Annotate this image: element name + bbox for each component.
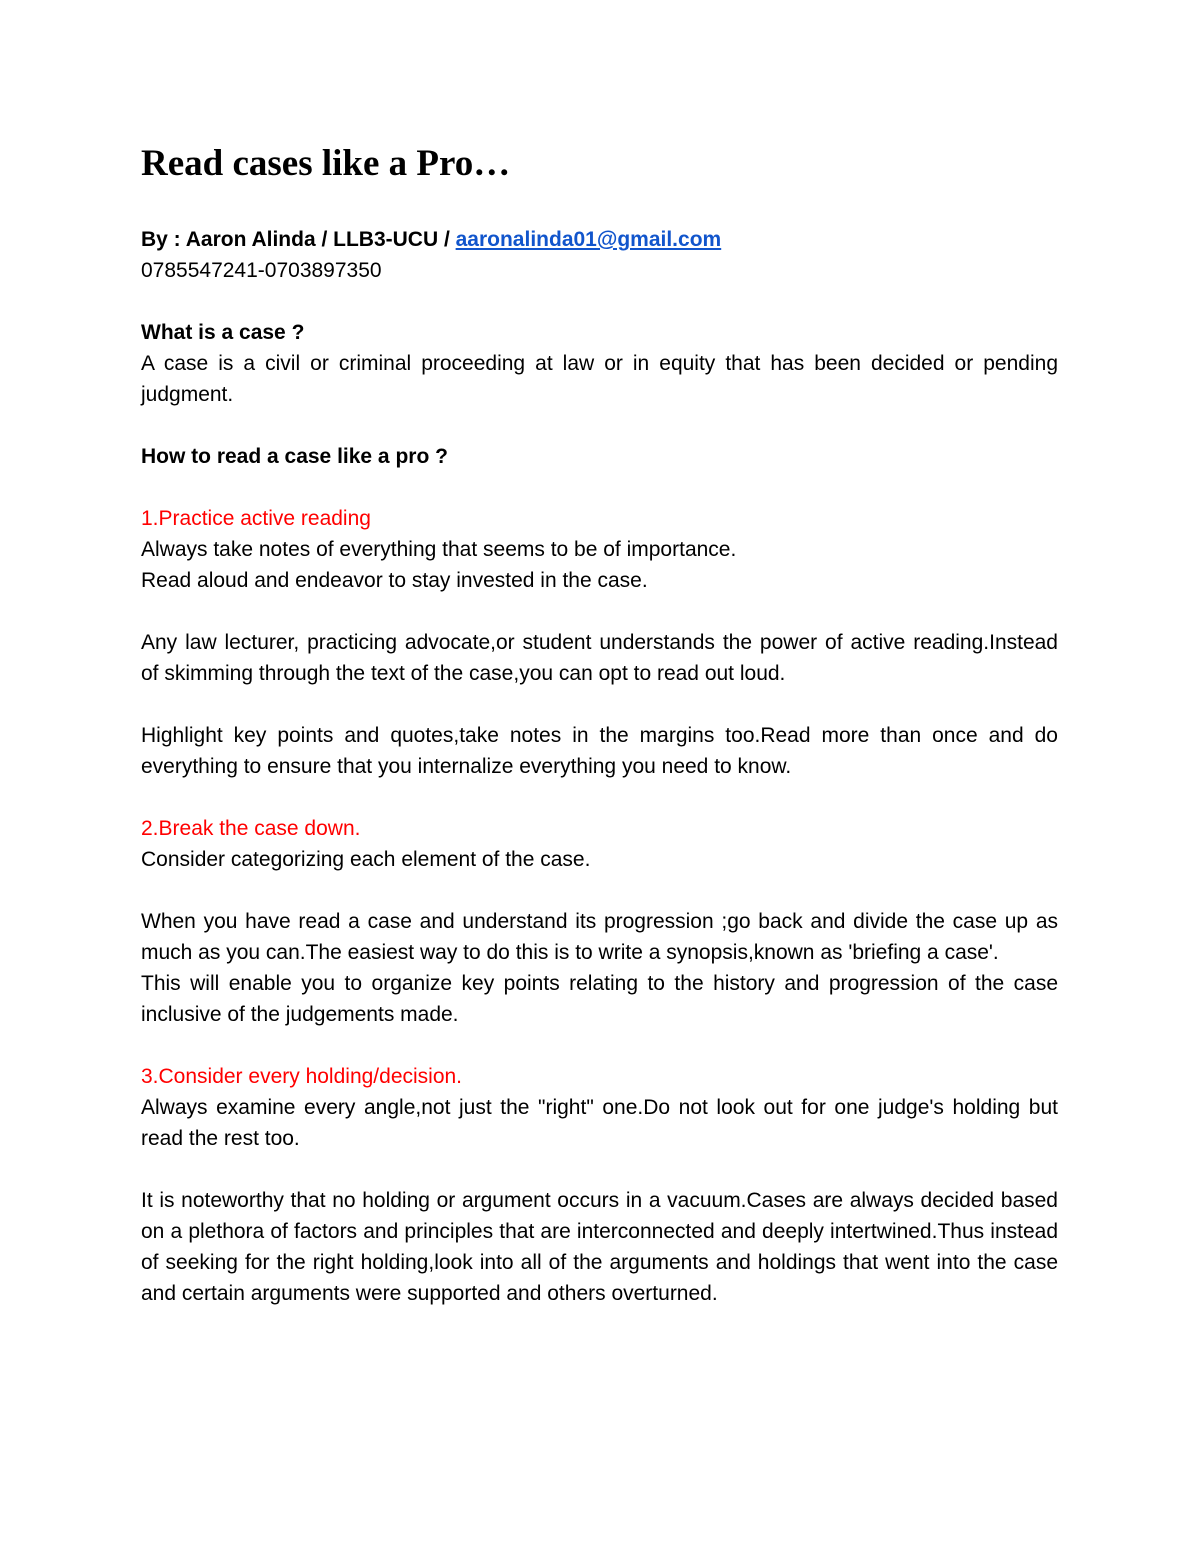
section-3-heading: 3.Consider every holding/decision. (141, 1065, 463, 1088)
spacer (141, 286, 1058, 317)
document-page (141, 140, 1058, 1309)
byline-text: By : Aaron Alinda / LLB3-UCU / (141, 228, 456, 251)
section-3-paragraph-2: It is noteworthy that no holding or argument occurs in a vacuum.Cases are always decided based on a plethora of factors and principles that are interconnected and deeply intertwined.Thus instead of seeking for the right holding,look into all of the arguments and holdings that went into the case and certain arguments were supported and others overturned. (141, 1189, 1058, 1305)
section-2-line-1: Consider categorizing each element of the case. (141, 848, 591, 871)
spacer (141, 1030, 1058, 1061)
author-byline (141, 224, 1058, 255)
section-1-paragraph-2: Highlight key points and quotes,take notes in the margins too.Read more than once and do everything to ensure that you internalize everything you need to know. (141, 724, 1058, 778)
author-phone: 0785547241-0703897350 (141, 259, 382, 282)
spacer (141, 410, 1058, 441)
section-1-heading: 1.Practice active reading (141, 507, 371, 530)
question-how-to-read: How to read a case like a pro ? (141, 445, 448, 468)
author-email-link[interactable]: aaronalinda01@gmail.com (455, 228, 722, 251)
question-what-is-case: What is a case ? (141, 321, 305, 344)
section-2-paragraph-1: When you have read a case and understand its progression ;go back and divide the case up as much as you can.The easiest way to do this is to write a synopsis,known as 'briefing a case'. (141, 910, 1058, 964)
section-3-paragraph-1: Always examine every angle,not just the "right" one.Do not look out for one judge's holding but read the rest too. (141, 1096, 1058, 1150)
spacer (141, 596, 1058, 627)
spacer (141, 782, 1058, 813)
section-2-heading: 2.Break the case down. (141, 817, 361, 840)
section-1-paragraph-1: Any law lecturer, practicing advocate,or student understands the power of active reading.Instead of skimming through the text of the case,you can opt to read out loud. (141, 631, 1058, 685)
spacer (141, 472, 1058, 503)
document-title: Read cases like a Pro… (141, 143, 511, 184)
section-2-paragraph-2: This will enable you to organize key points relating to the history and progression of the case inclusive of the judgements made. (141, 972, 1058, 1026)
section-1-line-1: Always take notes of everything that seems to be of importance. (141, 538, 737, 561)
section-1-line-2: Read aloud and endeavor to stay invested in the case. (141, 569, 648, 592)
spacer (141, 875, 1058, 906)
case-definition: A case is a civil or criminal proceeding at law or in equity that has been decided or pending judgment. (141, 352, 1058, 406)
spacer (141, 1154, 1058, 1185)
spacer (141, 689, 1058, 720)
